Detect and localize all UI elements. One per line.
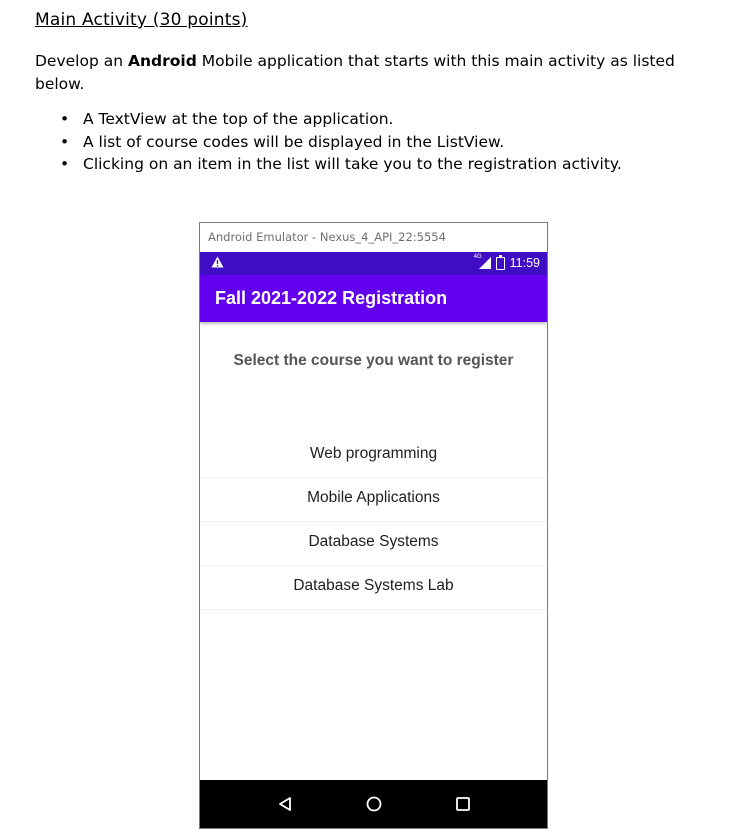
- course-list-item[interactable]: Database Systems Lab: [200, 566, 547, 610]
- requirements-list: [60, 108, 622, 176]
- back-icon[interactable]: [265, 784, 305, 824]
- bullet-icon: •: [60, 155, 70, 173]
- battery-icon: [496, 257, 505, 270]
- network-type: 4G: [473, 254, 482, 260]
- bullet-icon: •: [60, 110, 70, 128]
- requirement-text: A TextView at the top of the application.: [83, 110, 394, 128]
- requirement-item: [60, 153, 622, 176]
- course-listview: [200, 434, 547, 610]
- requirement-text: A list of course codes will be displayed in the ListView.: [83, 132, 505, 151]
- warning-icon: [211, 256, 224, 271]
- requirement-item: [60, 108, 622, 131]
- section-heading: Main Activity (30 points): [35, 10, 248, 30]
- home-icon[interactable]: [354, 784, 394, 824]
- android-navigation-bar: [200, 780, 547, 828]
- bullet-icon: •: [60, 132, 70, 151]
- app-title-bar: Fall 2021-2022 Registration: [200, 275, 547, 322]
- recents-icon[interactable]: [443, 784, 483, 824]
- emulator-window-title: Android Emulator - Nexus_4_API_22:5554: [200, 223, 547, 252]
- emulator-screenshot: [199, 222, 548, 829]
- requirement-item: [60, 131, 622, 154]
- course-list-item[interactable]: Database Systems: [200, 522, 547, 566]
- status-bar: [200, 252, 547, 275]
- course-list-item[interactable]: Mobile Applications: [200, 478, 547, 522]
- requirement-text: Clicking on an item in the list will take you to the registration activity.: [83, 155, 622, 173]
- intro-suffix: Mobile application that starts with this main activity as listed below.: [35, 52, 675, 93]
- intro-bold-android: Android: [128, 52, 197, 70]
- signal-icon: [473, 254, 491, 269]
- select-course-textview: Select the course you want to register: [233, 352, 514, 369]
- intro-paragraph: [35, 50, 695, 96]
- main-activity-content: [200, 322, 547, 779]
- course-list-item[interactable]: Web programming: [200, 434, 547, 478]
- intro-prefix: Develop an: [35, 52, 124, 70]
- status-time: 11:59: [509, 256, 540, 270]
